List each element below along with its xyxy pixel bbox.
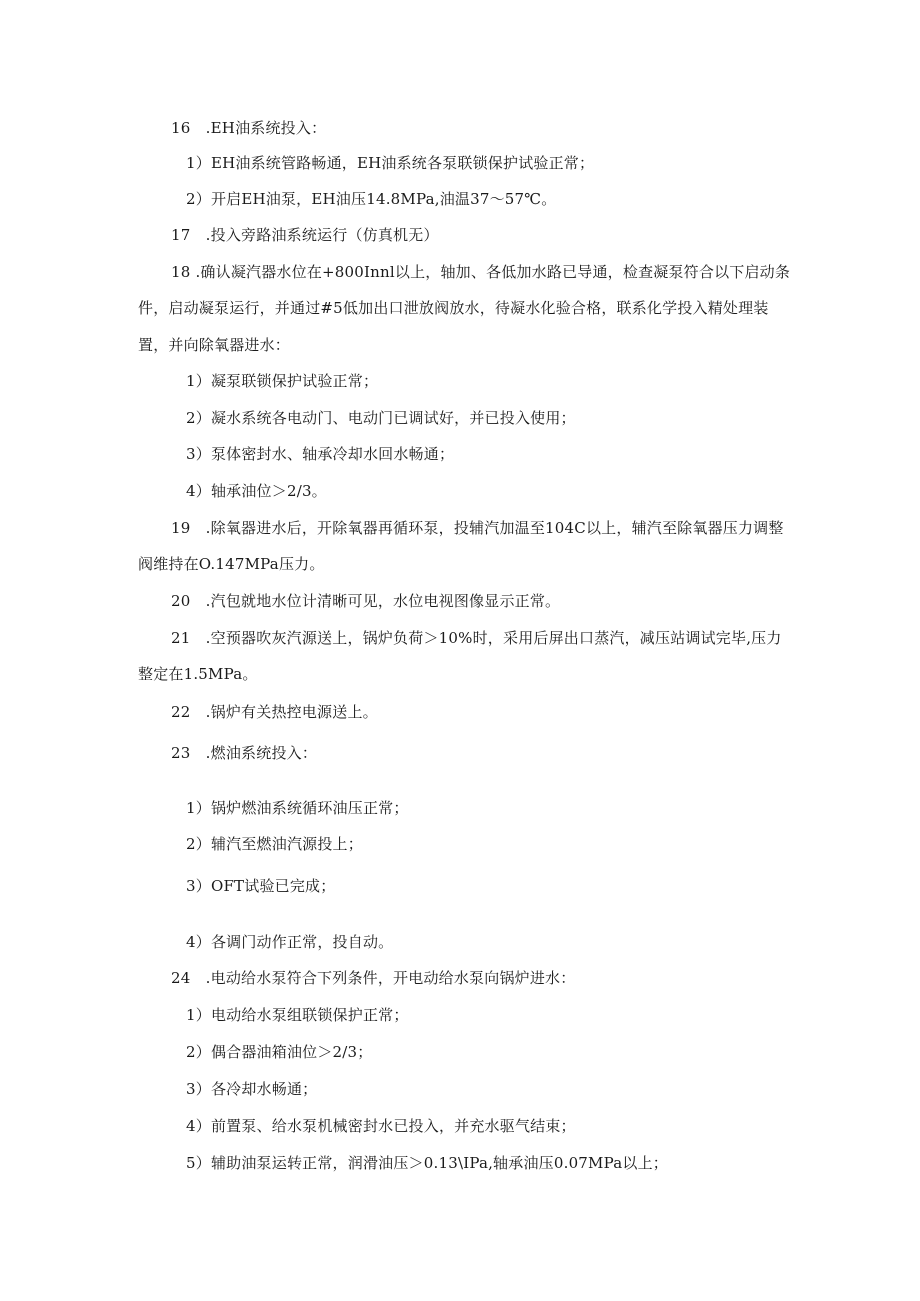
section-24-item-3: 3）各冷却水畅通； (186, 1080, 318, 1098)
section-18-item-2: 2）凝水系统各电动门、电动门已调试好，并已投入使用； (186, 409, 576, 427)
section-23-item-4: 4）各调门动作正常，投自动。 (186, 933, 394, 951)
section-24-item-4: 4）前置泵、给水泵机械密封水已投入，并充水驱气结束； (186, 1117, 576, 1135)
section-16-item-2: 2）开启EH油泵，EH油压14.8MPa,油温37～57℃。 (186, 190, 557, 208)
section-23-item-2: 2）辅汽至燃油汽源投上； (186, 835, 363, 853)
section-16-heading: 16 .EH油系统投入： (171, 119, 327, 137)
section-21-line-2: 整定在1.5MPa。 (138, 665, 258, 683)
section-18-item-1: 1）凝泵联锁保护试验正常； (186, 372, 379, 390)
section-23-item-3: 3）OFT试验已完成； (186, 877, 336, 895)
section-24-item-1: 1）电动给水泵组联锁保护正常； (186, 1006, 409, 1024)
section-16-item-1: 1）EH油系统管路畅通，EH油系统各泵联锁保护试验正常； (186, 154, 595, 172)
section-23-item-1: 1）锅炉燃油系统循环油压正常； (186, 799, 409, 817)
section-18-line-1: 18 .确认凝汽器水位在+800Innl以上，轴加、各低加水路已导通，检查凝泵符合以下启动条 (171, 263, 791, 281)
section-17-heading: 17 .投入旁路油系统运行（仿真机无） (171, 226, 439, 244)
section-19-line-2: 阀维持在O.147MPa压力。 (138, 555, 325, 573)
section-20-line: 20 .汽包就地水位计清晰可见，水位电视图像显示正常。 (171, 592, 561, 610)
section-21-line-1: 21 .空预器吹灰汽源送上，锅炉负荷＞10%时，采用后屏出口蒸汽，减压站调试完毕,压力 (171, 629, 782, 647)
section-22-line: 22 .锅炉有关热控电源送上。 (171, 703, 378, 721)
section-23-heading: 23 .燃油系统投入： (171, 744, 318, 762)
section-24-item-5: 5）辅助油泵运转正常，润滑油压＞0.13\IPa,轴承油压0.07MPa以上； (186, 1154, 668, 1172)
section-24-heading: 24 .电动给水泵符合下列条件，开电动给水泵向锅炉进水： (171, 969, 576, 987)
section-18-item-3: 3）泵体密封水、轴承冷却水回水畅通； (186, 445, 455, 463)
section-19-line-1: 19 .除氧器进水后，开除氧器再循环泵，投辅汽加温至104C以上，辅汽至除氧器压力调整 (171, 519, 784, 537)
section-18-line-3: 置，并向除氧器进水： (138, 336, 291, 354)
section-18-item-4: 4）轴承油位＞2/3。 (186, 482, 327, 500)
section-24-item-2: 2）偶合器油箱油位＞2/3； (186, 1043, 373, 1061)
section-18-line-2: 件，启动凝泵运行，并通过#5低加出口泄放阀放水，待凝水化验合格，联系化学投入精处理装 (138, 299, 769, 317)
